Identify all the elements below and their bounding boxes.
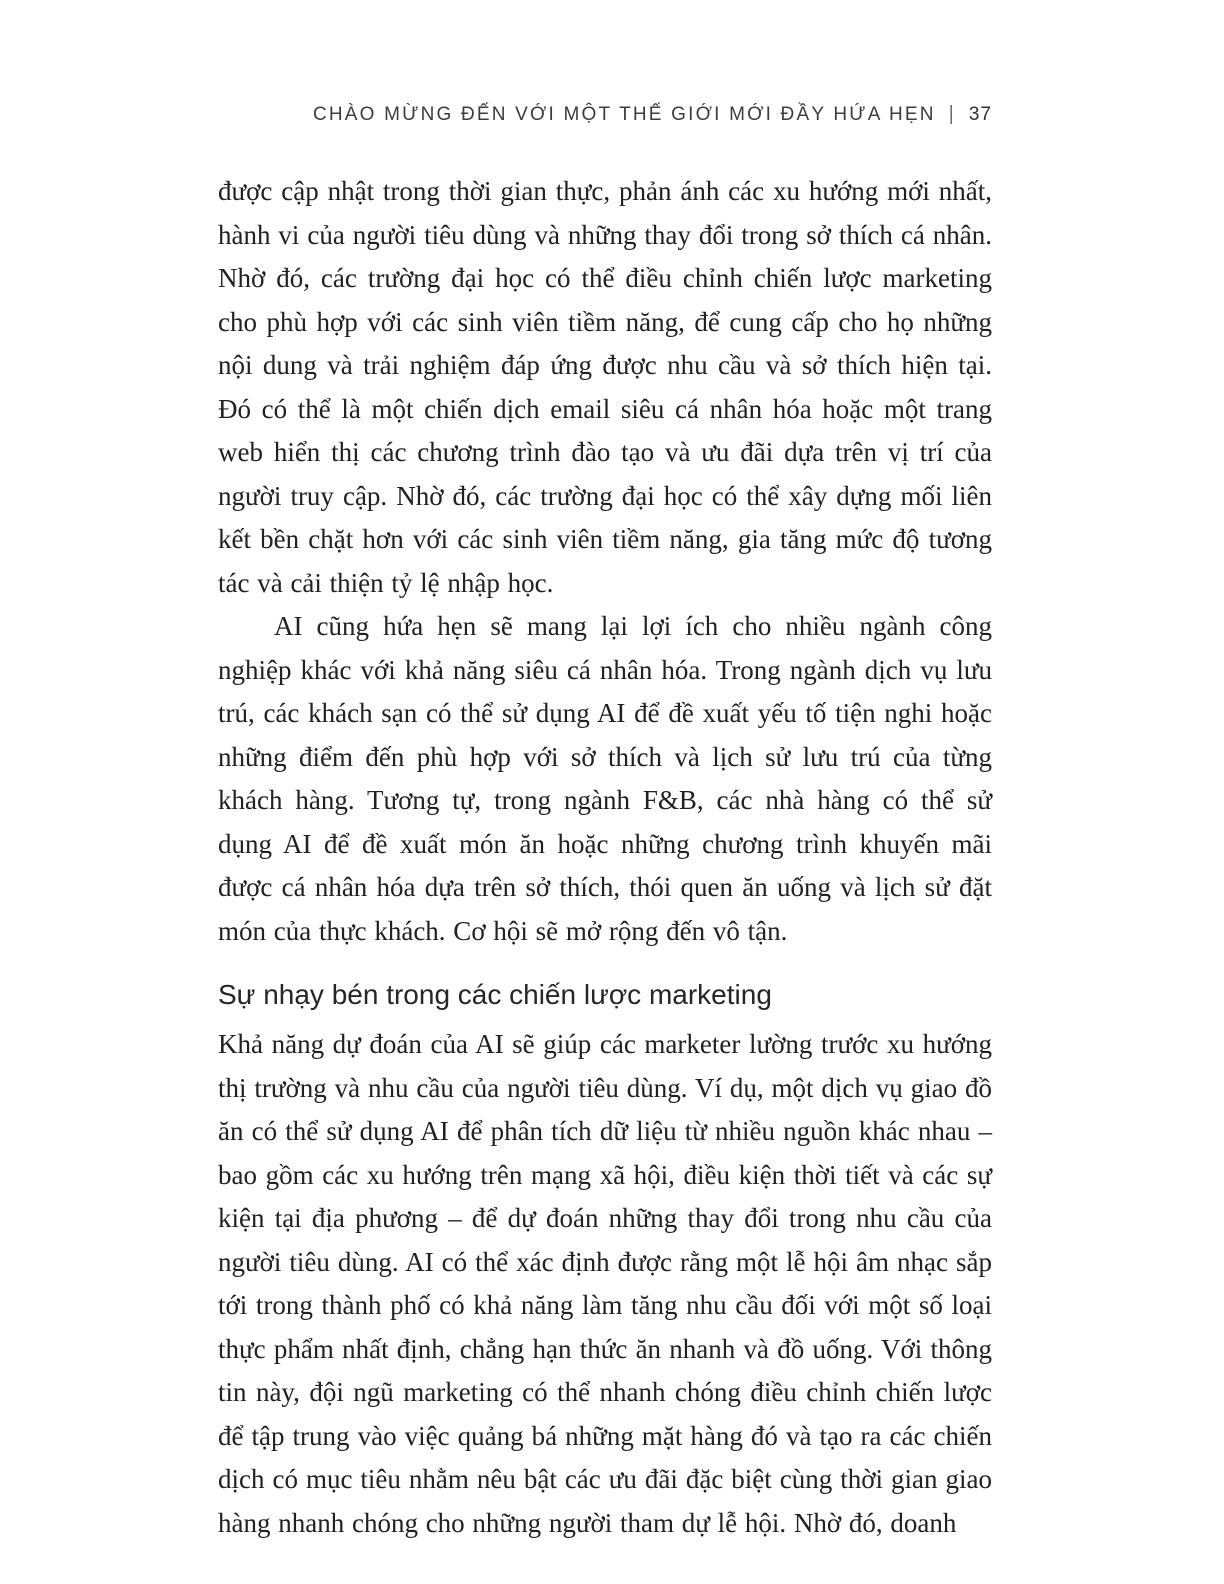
paragraph: AI cũng hứa hẹn sẽ mang lại lợi ích cho nhiều ngành công nghiệp khác với khả năng siêu cá nhân hóa. Trong ngành dịch vụ lưu trú, các khách sạn có thể sử dụng AI để đề xuất yếu tố tiện nghi hoặc những điểm đến phù hợp với sở thích và lịch sử lưu trú của từng khách hàng. Tương tự, trong ngành F&B, các nhà hàng có thể sử dụng AI để đề xuất món ăn hoặc những chương trình khuyến mãi được cá nhân hóa dựa trên sở thích, thói quen ăn uống và lịch sử đặt món của thực khách. Cơ hội sẽ mở rộng đến vô tận. (218, 611, 992, 946)
running-title: CHÀO MỪNG ĐẾN VỚI MỘT THẾ GIỚI MỚI ĐẦY HỨA HẸN (312, 104, 936, 125)
page-header (218, 104, 992, 126)
section-heading: Sự nhạy bén trong các chiến lược marketing (218, 979, 772, 1010)
paragraph: Khả năng dự đoán của AI sẽ giúp các marketer lường trước xu hướng thị trường và nhu cầu của người tiêu dùng. Ví dụ, một dịch vụ giao đồ ăn có thể sử dụng AI để phân tích dữ liệu từ nhiều nguồn khác nhau – bao gồm các xu hướng trên mạng xã hội, điều kiện thời tiết và các sự kiện tại địa phương – để dự đoán những thay đổi trong nhu cầu của người tiêu dùng. AI có thể xác định được rằng một lễ hội âm nhạc sắp tới trong thành phố có khả năng làm tăng nhu cầu đối với một số loại thực phẩm nhất định, chẳng hạn thức ăn nhanh và đồ uống. Với thông tin này, đội ngũ marketing có thể nhanh chóng điều chỉnh chiến lược để tập trung vào việc quảng bá những mặt hàng đó và tạo ra các chiến dịch có mục tiêu nhằm nêu bật các ưu đãi đặc biệt cùng thời gian giao hàng nhanh chóng cho những người tham dự lễ hội. Nhờ đó, doanh (218, 1029, 992, 1538)
paragraph-continuation: được cập nhật trong thời gian thực, phản ánh các xu hướng mới nhất, hành vi của người tiêu dùng và những thay đổi trong sở thích cá nhân. Nhờ đó, các trường đại học có thể điều chỉnh chiến lược marketing cho phù hợp với các sinh viên tiềm năng, để cung cấp cho họ những nội dung và trải nghiệm đáp ứng được nhu cầu và sở thích hiện tại. Đó có thể là một chiến dịch email siêu cá nhân hóa hoặc một trang web hiển thị các chương trình đào tạo và ưu đãi dựa trên vị trí của người truy cập. Nhờ đó, các trường đại học có thể xây dựng mối liên kết bền chặt hơn với các sinh viên tiềm năng, gia tăng mức độ tương tác và cải thiện tỷ lệ nhập học. (218, 176, 992, 598)
header-separator: | (948, 103, 956, 126)
page-number: 37 (968, 104, 992, 125)
text-column (218, 104, 992, 1545)
